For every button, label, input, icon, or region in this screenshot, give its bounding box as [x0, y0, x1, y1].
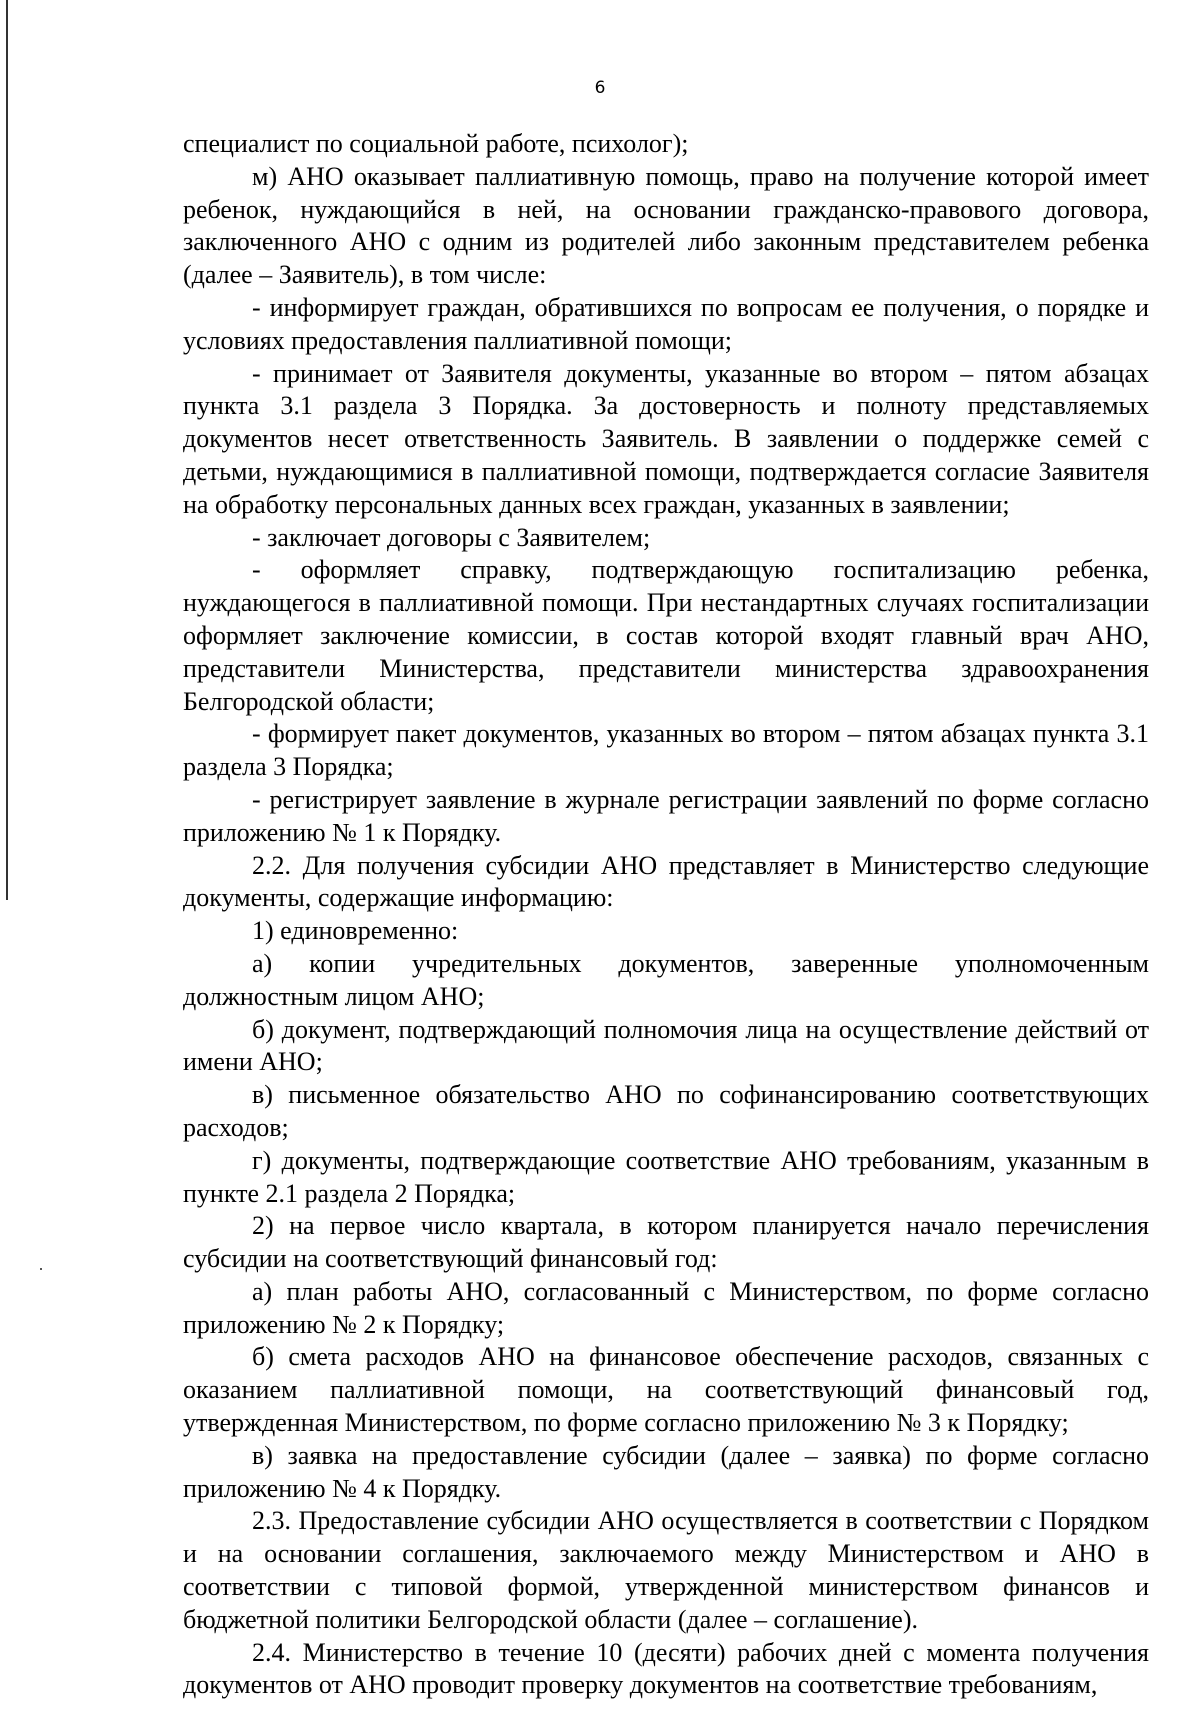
paragraph-accepts-documents: - принимает от Заявителя документы, указанные во втором – пятом абзацах пункта 3.1 раздела 3 Порядка. За достоверность и полноту представляемых документов несет ответственность Заявитель. В заявлении о поддержке семей с детьми, нуждающимися в паллиативной помощи, подтверждается согласие Заявителя на обработку персональных данных всех граждан, указанных в заявлении;: [183, 358, 1149, 519]
paragraph-one-time: 1) единовременно:: [252, 916, 459, 946]
page-number: 6: [594, 78, 606, 98]
scan-speck: [40, 1268, 42, 1270]
document-body: [183, 128, 1149, 1702]
paragraph-continuation: специалист по социальной работе, психолог);: [183, 129, 689, 158]
paragraph-issues-certificate: - оформляет справку, подтверждающую госпитализацию ребенка, нуждающегося в паллиативной помощи. При нестандартных случаях госпитализации оформляет заключение комиссии, в состав которой входят главный врач АНО, представители Министерства, представители министерства здравоохранения Белгородской области;: [183, 555, 1149, 716]
paragraph-item-a-copies: а) копии учредительных документов, заверенные уполномоченным должностным лицом АНО;: [183, 948, 1149, 1011]
scan-edge-line: [6, 0, 8, 900]
paragraph-concludes-contracts: - заключает договоры с Заявителем;: [252, 522, 651, 552]
paragraph-section-2-3: 2.3. Предоставление субсидии АНО осуществляется в соответствии с Порядком и на основании соглашения, заключаемого между Министерством и АНО в соответствии с типовой формой, утвержденной министерством финансов и бюджетной политики Белгородской области (далее – соглашение).: [183, 1506, 1149, 1634]
paragraph-section-2-4: 2.4. Министерство в течение 10 (десяти) рабочих дней с момента получения документов от АНО проводит проверку документов на соответствие требованиям,: [183, 1637, 1149, 1700]
paragraph-item-m: м) АНО оказывает паллиативную помощь, право на получение которой имеет ребенок, нуждающийся в ней, на основании гражданско-правового договора, заключенного АНО с одним из родителей либо законным представителем ребенка (далее – Заявитель), в том числе:: [183, 161, 1149, 290]
paragraph-item-a-plan: а) план работы АНО, согласованный с Министерством, по форме согласно приложению № 2 к Порядку;: [183, 1276, 1149, 1339]
paragraph-item-v-obligation: в) письменное обязательство АНО по софинансированию соответствующих расходов;: [183, 1080, 1149, 1142]
paragraph-item-g-compliance: г) документы, подтверждающие соответствие АНО требованиям, указанным в пункте 2.1 раздела 2 Порядка;: [183, 1145, 1149, 1208]
paragraph-item-b-estimate: б) смета расходов АНО на финансовое обеспечение расходов, связанных с оказанием паллиативной помощи, на соответствующий финансовый год, утвержденная Министерством, по форме согласно приложению № 3 к Порядку;: [183, 1342, 1149, 1438]
paragraph-forms-package: - формирует пакет документов, указанных во втором – пятом абзацах пункта 3.1 раздела 3 Порядка;: [183, 719, 1149, 782]
paragraph-quarter-start: 2) на первое число квартала, в котором планируется начало перечисления субсидии на соответствующий финансовый год:: [183, 1211, 1149, 1274]
paragraph-item-v-request: в) заявка на предоставление субсидии (далее – заявка) по форме согласно приложению № 4 к Порядку.: [183, 1440, 1149, 1503]
paragraph-section-2-2: 2.2. Для получения субсидии АНО представляет в Министерство следующие документы, содержащие информацию:: [183, 850, 1149, 913]
paragraph-item-b-authority: б) документ, подтверждающий полномочия лица на осуществление действий от имени АНО;: [183, 1014, 1149, 1077]
paragraph-informs: - информирует граждан, обратившихся по вопросам ее получения, о порядке и условиях предоставления паллиативной помощи;: [183, 292, 1149, 355]
paragraph-registers-application: - регистрирует заявление в журнале регистрации заявлений по форме согласно приложению № 1 к Порядку.: [183, 784, 1149, 847]
